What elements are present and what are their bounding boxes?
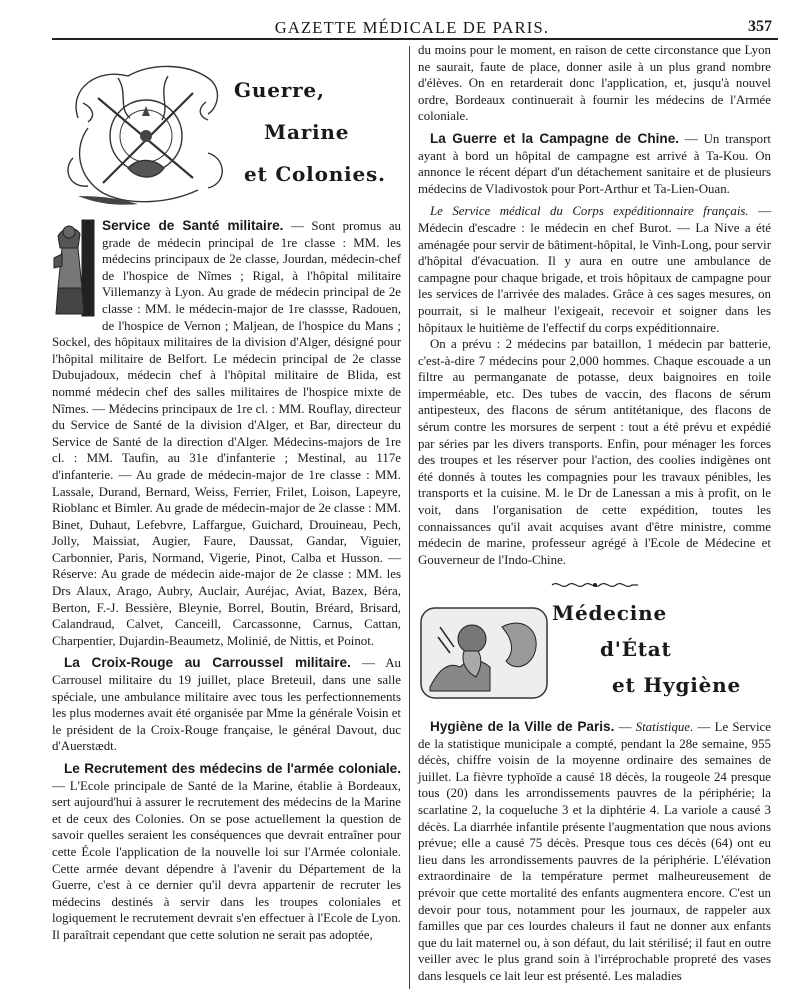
page-number: 357 <box>748 18 772 35</box>
banner2-line-3: et Hygiène <box>612 673 742 697</box>
banner-line-3: et Colonies. <box>244 162 386 186</box>
header-rule <box>52 38 778 40</box>
body-chine: — Un transport ayant à bord un hôpital de campagne est arrivé à Ta-Kou. On annonce le récent départ d'un détachement sanitaire et de plusieurs médecins de Vladivostok pour Port-Arthur et Ta-Lien-Ouan. <box>418 131 771 196</box>
column-divider <box>409 46 410 989</box>
body-prevu: On a prévu : 2 médecins par bataillon, 1 médecin par batterie, c'est-à-dire 7 médecins pour 2,000 hommes. Chaque escouade a un filtre au permanganate de potasse, deux baignoires en toile imperméable, etc. Des tubes de vaccin, des flacons de sérum antipesteux, des flacons de sérum antitétanique, des flacons de sérum contre les morsures de serpent : tout a été prévu et expédié par séries par les divers transports. Enfin, pour ménager les forces des troupes et les réserver pour l'action, des coolies indigènes ont été donnés à toutes les compagnies pour les travaux pénibles, les transports et la cuisine. M. le Dr de Lanessan a mis à profit, on le voit, dans l'organisation de cette expédition, toutes les connaissances qu'il avait acquises avant d'être ministre, comme médecin de marine, professeur agrégé à l'Ecole de Médecine et Gouverneur de l'Indo-Chine. <box>418 337 771 567</box>
banner-line-2: Marine <box>264 120 350 144</box>
right-column <box>418 42 771 985</box>
heading-hygiene: Hygiène de la Ville de Paris. <box>430 719 615 734</box>
heading-chine: La Guerre et la Campagne de Chine. <box>430 130 680 146</box>
article-croix-rouge <box>52 655 401 755</box>
journal-title: GAZETTE MÉDICALE DE PARIS. <box>274 18 550 37</box>
body-continuation: du moins pour le moment, en raison de cette circonstance que Lyon ne saurait, faute de place, donner asile à un plus grand nombre d'élèves. On en retarderait donc l'application, et, jusqu'à nouvel ordre, Bordeaux continuerait à fournir les médecins de l'Armée coloniale. <box>418 43 771 124</box>
vignette-figure-icon <box>420 607 548 699</box>
heading-croix-rouge: La Croix-Rouge au Carroussel militaire. <box>64 655 351 671</box>
body-hygiene: — Le Service de la statistique municipale a compté, pendant la 28e semaine, 955 décès, chiffre voisin de la moyenne ordinaire des semaines de juillet. La fièvre typhoïde a causé 18 décès, la rougeole 24 presque tous (20) dans les arrondissements pauvres de la périphérie; la scarlatine 2, la coqueluche 3 et la diphtérie 4. La variole a causé 3 décès. La diarrhée infantile présente l'augmentation que nous avions prévue; elle a causé 75 décès. Presque tous ces décès (64) ont eu lieu dans les arrondissements pauvres de la périphérie. L'élévation extraordinaire de la température permet malheureusement de prévoir que cette mortalité des enfants augmentera encore. C'est un devoir pour tous, notamment pour les journaux, de rappeler aux familles que par ces lourdes chaleurs il faut ne donner aux enfants que du lait maternel ou, à son défaut, du lait stérilisé; il faut en outre veiller avec le plus grand soin à l'irréprochable propreté des vases dans lesquels ce lait leur est présenté. Les maladies <box>418 720 772 983</box>
dropcap-figure-icon <box>52 218 98 318</box>
article-hygiene: Hygiène de la Ville de Paris. — Statistique. — Le Service de la statistique municipale a compté, pendant la 28e semaine, 955 décès, chiffre voisin de la moyenne ordinaire des semaines de juillet. La fièvre typhoïde a causé 18 décès, la rougeole 24 presque tous (20) dans les arrondissements pauvres de la périphérie; la scarlatine 2, la coqueluche 3 et la diphtérie 4. La variole a causé 3 décès. La diarrhée infantile présente l'augmentation que nous avions prévue; elle a causé 75 décès. Presque tous ces décès (64) ont eu lieu dans les arrondissements pauvres de la périphérie. L'élévation extraordinaire de la température permet malheureusement de prévoir que cette mortalité des enfants augmentera encore. C'est un devoir pour tous, notamment pour les journaux, de rappeler aux familles que par ces lourdes chaleurs il faut ne donner aux enfants que du lait maternel ou, à son défaut, du lait stérilisé; il faut en outre veiller avec le plus grand soin à l'irréprochable propreté des vases dans lesquels ce lait leur est présenté. Les maladies <box>418 719 772 983</box>
section-banner-medecine <box>418 601 771 709</box>
ornament-divider-icon <box>550 580 640 590</box>
decorative-emblem-icon <box>58 58 233 208</box>
section-banner-guerre <box>52 42 401 218</box>
heading-recrutement: Le Recrutement des médecins de l'armée coloniale. <box>64 761 401 776</box>
running-header <box>52 14 772 40</box>
banner-line-1: Guerre, <box>234 78 325 102</box>
heading-corps-expeditionnaire: Le Service médical du Corps expéditionnaire français. <box>430 204 749 219</box>
heading-service-sante: Service de Santé militaire. <box>102 218 284 233</box>
article-recrutement <box>52 761 401 944</box>
banner2-line-2: d'État <box>600 637 672 661</box>
body-service-sante: — Sont promus au grade de médecin principal de 1re classe : MM. les médecins principaux de 2e classe, Jourdan, médecin-chef de l'hospice de Nîmes ; Rigal, à l'hôpital militaire Villemanzy à Lyon. Au grade de médecin principal de 2e classe : MM. le médecin-major de 1re classse, Radouen, de l'hospice de Vernon ; Maljean, de l'hospice du Mans ; Sockel, des hôpitaux militaires de la division d'Alger, désigné pour l'hôpital militaire de Belfort. Le médecin principal de 2e classe Dubujadoux, médecin chef à l'hôpital militaire de Blida, est nommé médecin chef des salles militaires de l'hospice mixte de Nîmes. — Médecins principaux de 1re cl. : MM. Rouflay, directeur du Service de Santé de la division d'Alger, et Bar, directeur du Service de Santé de la direction d'Alger. Médecins-majors de 1re cl. : MM. Taufin, au 31e d'infanterie ; Mestinal, au 117e d'infanterie. — Au grade de médecin-major de 1re classe : MM. Lassale, Durand, Bernard, Weiss, Ferrier, Frilet, Loison, Lapeyre, Rioblanc et Bimler. Au grade de médecin-major de 2e classe : MM. Binet, Duhaut, Lefebvre, Laffargue, Guichard, Drouineau, Pech, Jolly, Maissiat, Augier, Faure, Daussat, Gandar, Viguier, Carbonnier, Paris, Normand, Vigerie, Pinot, Calba et Husson. —Réserve: Au grade de médecin aide-major de 2e classe : MM. les Drs Alaux, Arago, Aubry, Auclair, Auréjac, Aviat, Bazex, Béra, Berton, F.-J. Bessière, Bleynie, Borrel, Boutin, Bréard, Brisard, Calandraud, Calvet, Canceill, Carcassonne, Carnus, Cattan, Charpentier, Dujardin-Beaumetz, Molinié, de Nittis, et Poinot. <box>52 219 401 648</box>
article-chine <box>418 131 771 197</box>
left-column <box>52 42 401 944</box>
subheading-statistique: Statistique. <box>635 720 694 734</box>
article-corps-expeditionnaire <box>418 203 771 336</box>
body-recrutement: — L'Ecole principale de Santé de la Marine, établie à Bordeaux, sert aujourd'hui à assurer le recrutement des médecins de la Marine et de ceux des Colonies. On se pose actuellement la question de savoir quelles seraient les conséquences que devrait entraîner pour cette École l'application de la nouvelle loi sur l'Armée coloniale. Cette armée devant dépendre à l'avenir du Département de la Guerre, c'est à ce dernier qu'il devra appartenir de recruter les médecins destinés à servir dans les troupes coloniales et logiquement le recrutement devrait s'en effectuer à l'Ecole de Lyon. Il paraîtrait cependant que cette solution ne serait pas adoptée, <box>52 778 401 942</box>
body-corps-expeditionnaire: — Médecin d'escadre : le médecin en chef Burot. — La Nive a été aménagée pour servir de bâtiment-hôpital, le Vinh-Long, pour servir d'hôpital d'évacuation. Il y aura en outre une ambulance de campagne pour chaque brigade, et trois hôpitaux de campagne pour les services de l'arrivée des malades. Grâce à ces sages mesures, on pourrait, si le malheur l'exigeait, recevoir et soigner dans les hôpitaux le huitième de l'effectif du corps expéditionnaire. <box>418 204 771 335</box>
body-croix-rouge: — Au Carrousel militaire du 19 juillet, place Breteuil, dans une salle spéciale, une ambulance militaire avec tous les perfectionnements les plus modernes avait été organisée par Mme la générale Voisin et le président de la Croix-Rouge française, le général Davout, duc d'Auerstædt. <box>52 656 402 754</box>
article-service-sante <box>52 218 401 649</box>
banner2-line-1: Médecine <box>552 601 668 625</box>
section-ornament <box>418 578 771 595</box>
